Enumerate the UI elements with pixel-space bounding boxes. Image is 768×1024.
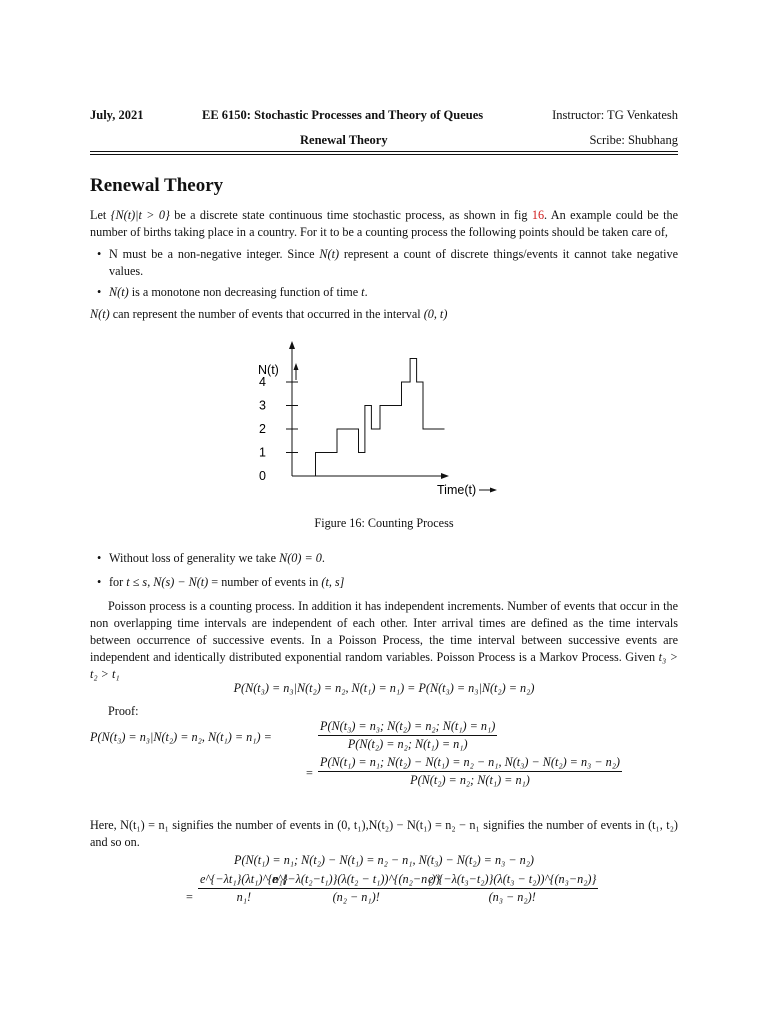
header-topic: Renewal Theory [300, 133, 388, 147]
bullet2-end: . [364, 285, 368, 299]
figure-reference-link[interactable]: 16 [531, 208, 545, 222]
bullet4-math3: (t, s] [321, 575, 345, 589]
bullet3-math: N(0) = 0 [279, 551, 322, 565]
proof-fraction-1 [318, 719, 497, 752]
final-term1-numerator: e^{−λt₁}(λt₁)^{n₁} [198, 872, 290, 889]
y-tick-label: 1 [259, 445, 266, 460]
header-date: July, 2021 [90, 108, 144, 122]
bullet2-math: N(t) [109, 285, 129, 299]
xlabel-arrow-icon [490, 488, 497, 493]
final-equation-line1: P(N(t₁) = n₁; N(t₂) − N(t₁) = n₂ − n₁, N(t₃) − N(t₂) = n₃ − n₂) [234, 853, 534, 867]
interval-math2: (0, t) [423, 307, 448, 321]
bullet1-text-end: represent a count of discrete things/events it cannot take negative values. [109, 247, 678, 278]
bullet4-text: for [109, 575, 127, 589]
bullet1-math: N(t) [319, 247, 340, 261]
intro-part3: . An example could be the number of births taking place in a country. For it to be a counting process the following points should be taken care of, [90, 208, 678, 239]
y-axis-arrow-icon [289, 341, 295, 349]
y-tick-label: 3 [259, 398, 266, 413]
bullet3-text: Without loss of generality we take [109, 551, 280, 565]
intro-math: {N(t)|t > 0} [110, 208, 170, 222]
bullet4-mid: = number of events in [208, 575, 322, 589]
bullet2-text: is a monotone non decreasing function of time [128, 285, 362, 299]
header-course: EE 6150: Stochastic Processes and Theory of Queues [202, 108, 484, 122]
proof-f1-denominator: P(N(t₂) = n₂; N(t₁) = n₁) [347, 737, 468, 751]
bullet4-math1: t ≤ s [126, 575, 148, 589]
poisson-given: t₃ > t₂ > t₁ [90, 650, 678, 681]
bullet4-sep: , [147, 575, 154, 589]
final-term-3 [426, 872, 598, 905]
counting-step-function [294, 359, 445, 477]
x-axis-label: Time(t) [437, 483, 477, 497]
section-title: Renewal Theory [90, 175, 224, 196]
proof-fraction-2 [318, 755, 622, 788]
final-term3-denominator: (n₃ − n₂)! [488, 890, 536, 904]
proof-label: Proof: [108, 704, 139, 718]
ylabel-arrow-icon [294, 363, 299, 370]
bullet2-math-t: t [361, 285, 365, 299]
bullet-increment [109, 574, 678, 591]
figure-caption: Figure 16: Counting Process [314, 516, 454, 530]
header-instructor: Instructor: TG Venkatesh [552, 108, 678, 122]
bullet3-end: . [321, 551, 325, 565]
final-equals: = [186, 890, 193, 904]
poisson-text: Poisson process is a counting process. In addition it has independent increments. Number of events that occur in the non overlapping time intervals are independent of each other. Inter arrival times are defined as the time intervals between occurrence of successive events. In a Poisson Process, the time interval between successive events are independent and identically distributed exponential random variables. Poisson Process is a Markov Process. Given [90, 599, 678, 664]
final-term2-denominator: (n₂ − n₁)! [332, 890, 380, 904]
interval-math1: N(t) [90, 307, 110, 321]
proof-f2-denominator: P(N(t₂) = n₂; N(t₁) = n₁) [410, 773, 530, 787]
proof-f2-numerator: P(N(t₁) = n₁; N(t₂) − N(t₁) = n₂ − n₁, N(t₃) − N(t₂) = n₃ − n₂) [318, 755, 622, 772]
y-tick-label: 2 [259, 422, 266, 436]
interval-text: can represent the number of events that occurred in the interval [109, 307, 424, 321]
markov-equation: P(N(t₃) = n₃|N(t₂) = n₂, N(t₁) = n₁) = P(N(t₃) = n₃|N(t₂) = n₂) [233, 681, 535, 695]
final-term1-denominator: n₁! [236, 890, 252, 904]
final-term2-numerator: e^{−λ(t₂−t₁)}(λ(t₂ − t₁))^{(n₂−n₁)} [270, 872, 442, 889]
y-tick-label: 0 [259, 469, 266, 483]
final-term-2 [270, 872, 442, 905]
here-paragraph: Here, N(t₁) = n₁ signifies the number of events in (0, t₁),N(t₂) − N(t₁) = n₂ − n₁ signifies the number of events in (t₁, t₂) and so on. [90, 818, 678, 849]
bullet-initial-condition [109, 550, 678, 567]
intro-part2: be a discrete state continuous time stochastic process, as shown in fig [169, 208, 532, 222]
x-axis-arrow-icon [441, 473, 449, 479]
proof-f1-numerator: P(N(t₃) = n₃; N(t₂) = n₂; N(t₁) = n₁) [318, 719, 497, 736]
intro-part1: Let [90, 208, 111, 222]
y-axis-label: N(t) [258, 363, 279, 377]
proof-lhs: P(N(t₃) = n₃|N(t₂) = n₂, N(t₁) = n₁) = [90, 730, 272, 744]
poisson-paragraph [90, 598, 678, 683]
header-scribe: Scribe: Shubhang [589, 133, 678, 147]
bullet1-text: N must be a non-negative integer. Since [109, 247, 320, 261]
final-term3-numerator: e^{−λ(t₃−t₂)}(λ(t₃ − t₂))^{(n₃−n₂)} [426, 872, 598, 889]
y-tick-label: 4 [259, 375, 266, 389]
proof-equals: = [306, 766, 313, 780]
bullet4-math2: N(s) − N(t) [153, 575, 209, 589]
